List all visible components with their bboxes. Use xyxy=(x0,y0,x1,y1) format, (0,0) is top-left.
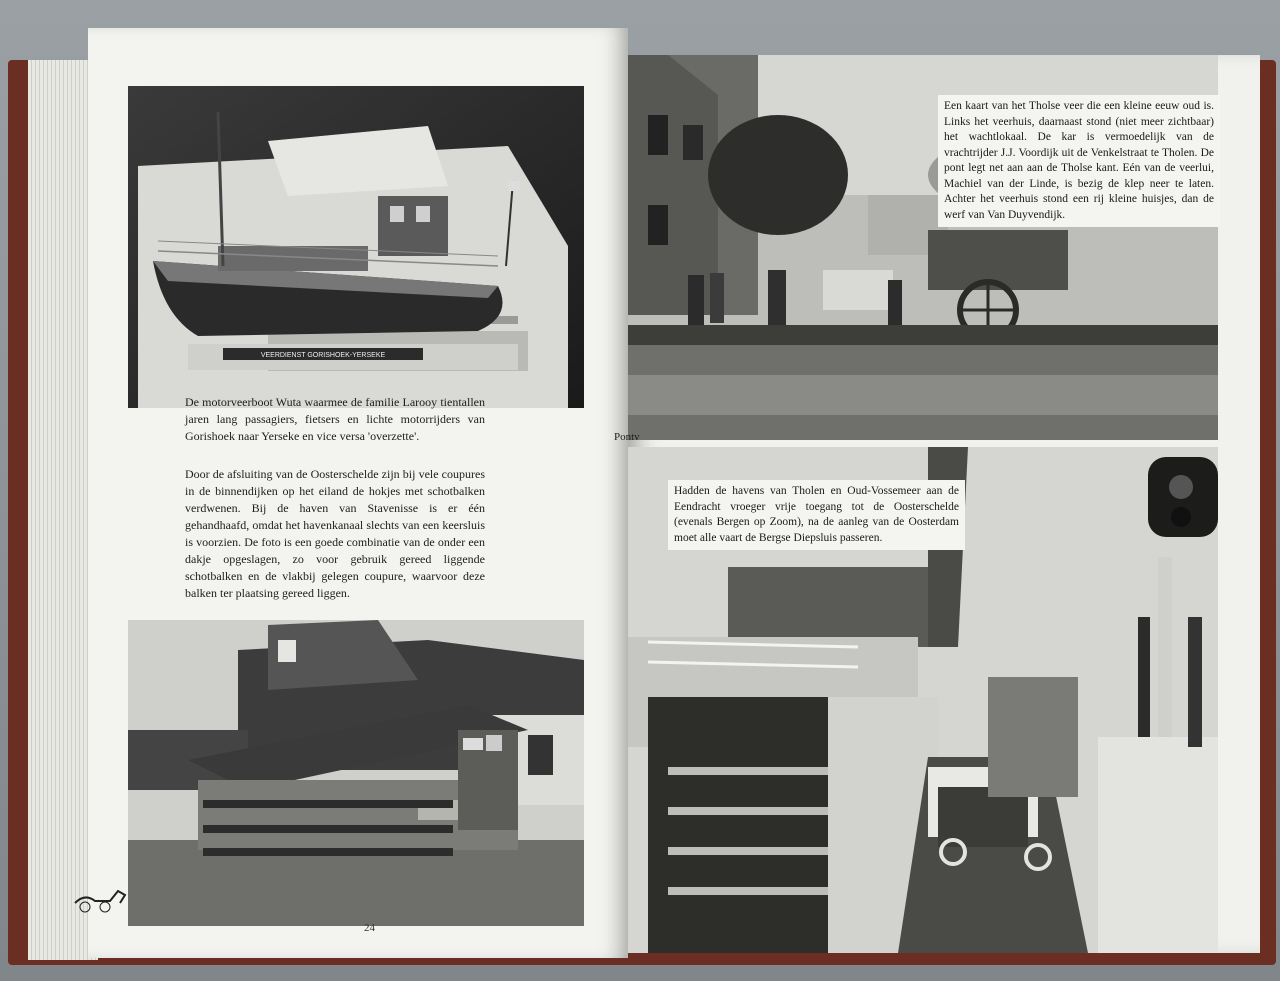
schotbalken-shed-photo xyxy=(128,620,584,926)
left-page xyxy=(88,28,628,958)
right-page xyxy=(614,55,1260,953)
boat-model-photo xyxy=(128,86,584,408)
boat-plaque-text: VEERDIENST GORISHOEK-YERSEKE xyxy=(260,352,386,359)
shed-caption: Door de afsluiting van de Oosterschelde zijn bij vele coupures in de binnendijken op het eiland de hokjes met schotbalken verdwenen. Bij de haven van Stavenisse is er één gehandhaafd, omdat het havenkanaal slechts van een keersluis is voorzien. De foto is een goede combinatie van de onder een dakje opgeslagen, zo voor gebruik gereed liggende schotbalken en de vlakbij gelegen coupure, waarvoor deze balken ter plaatsing gereed liggen. xyxy=(185,467,485,600)
side-text-fragment: Pontv xyxy=(614,431,640,443)
ferry-caption: Een kaart van het Tholse veer die een kleine eeuw oud is. Links het veerhuis, daarnaast stond (niet meer zichtbaar) het wachtlokaal. De kar is vermoedelijk van de vrachtrijder J.J. Voordijk uit de Venkelstraat te Tholen. De pont legt net aan aan de Tholse kant. Eén van de veerlui, Machiel van der Linde, is bezig de klep neer te laten. Achter het veerhuis stond een rij kleine huisjes, dan de werf van Van Duyvendijk. xyxy=(938,95,1220,227)
horse-cart-vignette xyxy=(70,883,130,913)
boat-caption: De motorveerboot Wuta waarmee de familie Larooy tientallen jaren lang passagiers, fietsers en lichte motorrijders van Gorishoek naar Yerseke en vice versa 'overzette'. xyxy=(185,395,485,443)
lock-caption: Hadden de havens van Tholen en Oud-Vossemeer aan de Eendracht vroeger vrije toegang tot de Oosterschelde (evenals Bergen op Zoom), na de aanleg van de Oosterdam moet alle vaart de Bergse Diepsluis passeren. xyxy=(668,480,965,550)
left-page-number: 24 xyxy=(364,922,375,934)
